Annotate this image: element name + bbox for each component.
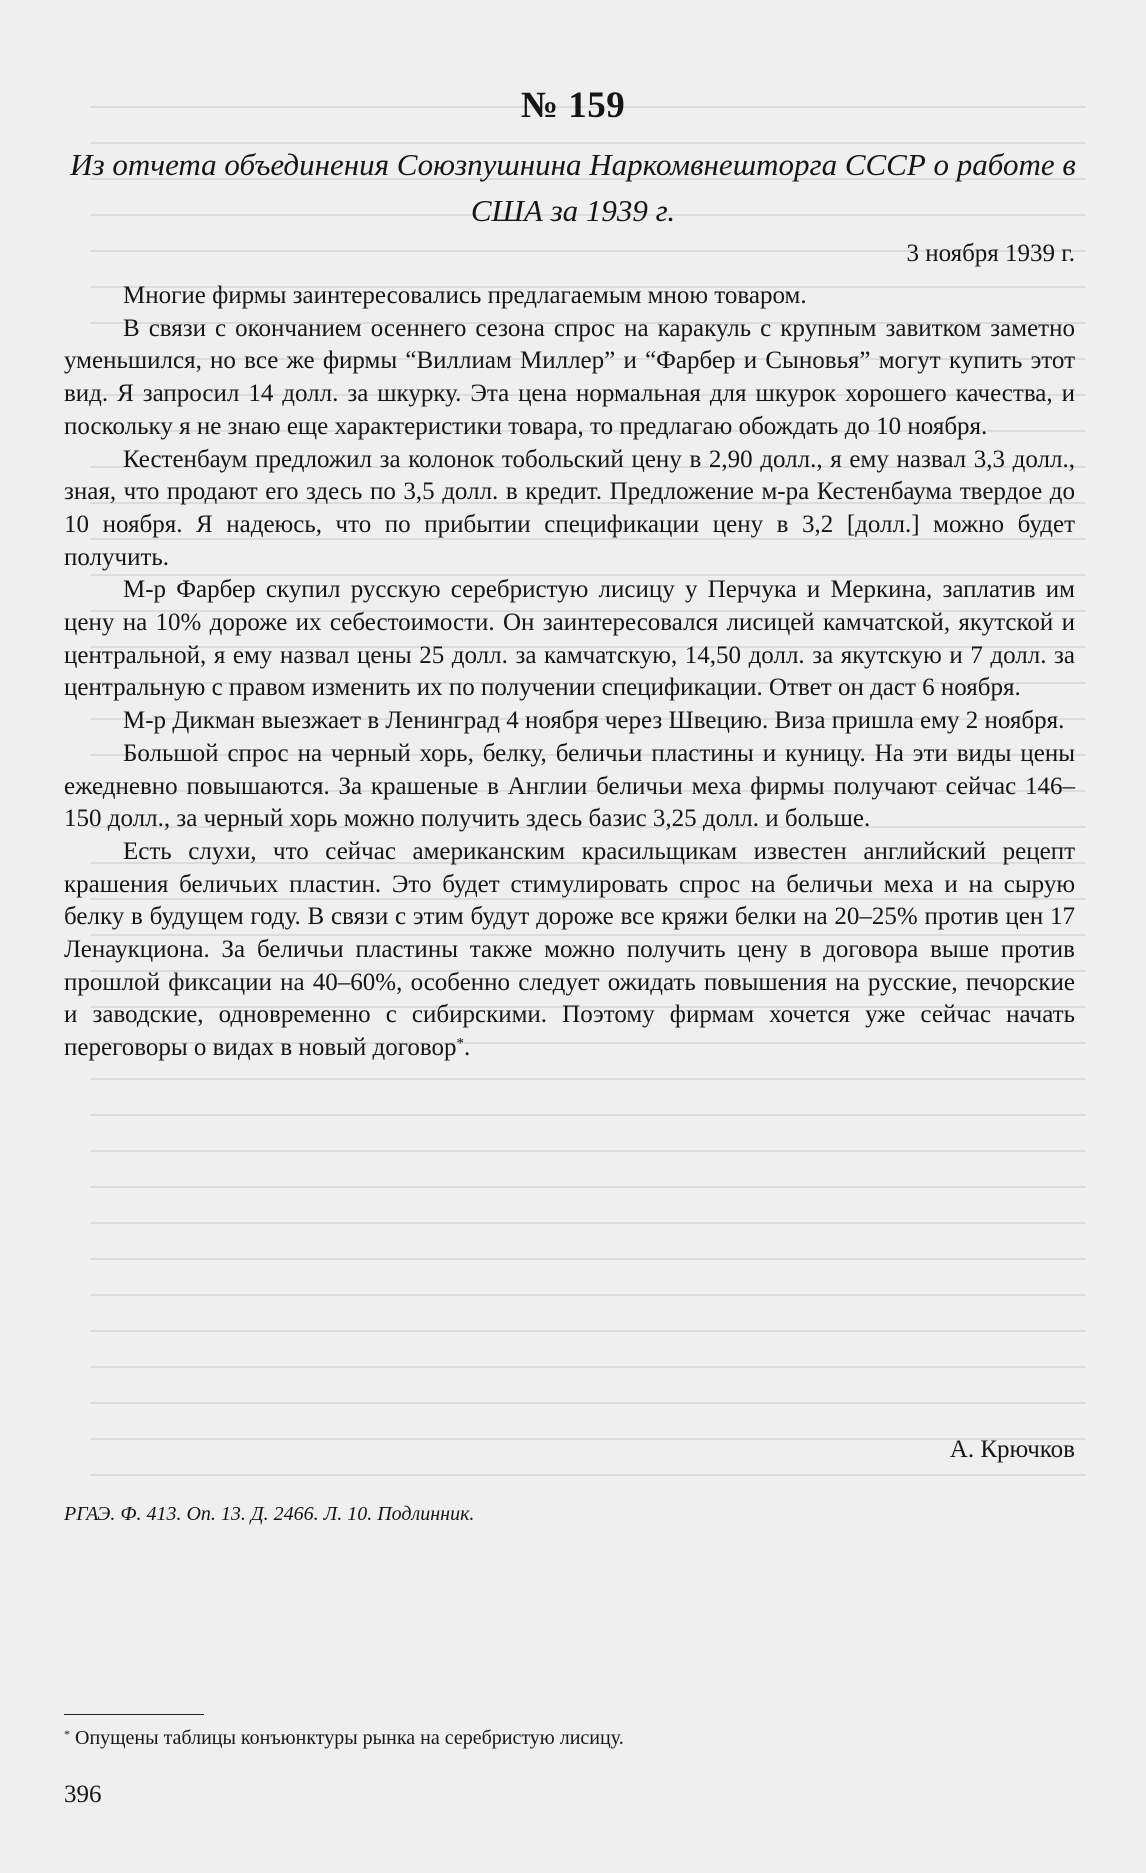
page-number: 396 xyxy=(64,1781,102,1808)
paragraph-last xyxy=(64,836,1075,1065)
paragraph: Многие фирмы заинтересовались предлагаемым мною товаром. xyxy=(123,282,807,309)
signature: А. Крючков xyxy=(949,1436,1075,1463)
paragraph: М-р Фарбер скупил русскую серебристую лисицу у Перчука и Меркина, заплатив им цену на 10% дороже их себестоимости. Он заинтересовался лисицей камчатской, якутской и центральной, я ему назвал цены 25 долл. за камчатскую, 14,50 долл. за якутскую и 7 долл. за центральную с правом изменить их по получении спецификации. Ответ он даст 6 ноября. xyxy=(64,576,1075,702)
paragraph-text: Есть слухи, что сейчас американским красильщикам известен английский рецепт крашения беличьих пластин. Это будет стимулировать спрос на беличьи меха и на сырую белку в будущем году. В связи с этим будут дороже все кряжи белки на 20–25% против цен 17 Ленаукциона. За беличьи пластины также можно получить цену в договора выше против прошлой фиксации на 40–60%, особенно следует ожидать повышения на русские, печорские и заводские, одновременно с сибирскими. Поэтому фирмам хочется уже сейчас начать переговоры о видах в новый договор xyxy=(64,837,1075,1062)
paragraph: Кестенбаум предложил за колонок тобольский цену в 2,90 долл., я ему назвал 3,3 долл., зная, что продают его здесь по 3,5 долл. в кредит. Предложение м-ра Кестенбаума твердое до 10 ноября. Я надеюсь, что по прибытии спецификации цену в 3,2 [долл.] можно будет получить. xyxy=(64,445,1075,571)
paragraph: М-р Дикман выезжает в Ленинград 4 ноября через Швецию. Виза пришла ему 2 ноября. xyxy=(123,707,1065,735)
document-body xyxy=(64,280,1075,1065)
footnote-marker: * xyxy=(456,1035,465,1052)
paragraph-period: . xyxy=(464,1034,471,1062)
paragraph: В связи с окончанием осеннего сезона спрос на каракуль с крупным завитком заметно уменьшился, но все же фирмы “Виллиам Миллер” и “Фарбер и Сыновья” могут купить этот вид. Я запросил 14 долл. за шкурку. Эта цена нормальная для шкурок хорошего качества, и поскольку я не знаю еще характеристики товара, то предлагаю обождать до 10 ноября. xyxy=(64,314,1075,440)
document-title: Из отчета объединения Союзпушнина Наркомвнешторга СССР о работе в США за 1939 г. xyxy=(70,147,1076,228)
document-number: № 159 xyxy=(520,85,626,126)
paragraph: Большой спрос на черный хорь, белку, беличьи пластины и куницу. На эти виды цены ежедневно повышаются. За крашеные в Англии беличьи меха фирмы получают сейчас 146–150 долл., за черный хорь можно получить здесь базис 3,25 долл. и больше. xyxy=(64,739,1075,833)
footnote-marker: * xyxy=(64,1727,70,1741)
archive-source: РГАЭ. Ф. 413. Оп. 13. Д. 2466. Л. 10. Подлинник. xyxy=(64,1503,475,1525)
footnote-text: Опущены таблицы конъюнктуры рынка на серебристую лисицу. xyxy=(75,1727,624,1749)
footnote-divider xyxy=(64,1714,204,1715)
footnote xyxy=(64,1727,624,1750)
document-date: 3 ноября 1939 г. xyxy=(906,240,1075,267)
